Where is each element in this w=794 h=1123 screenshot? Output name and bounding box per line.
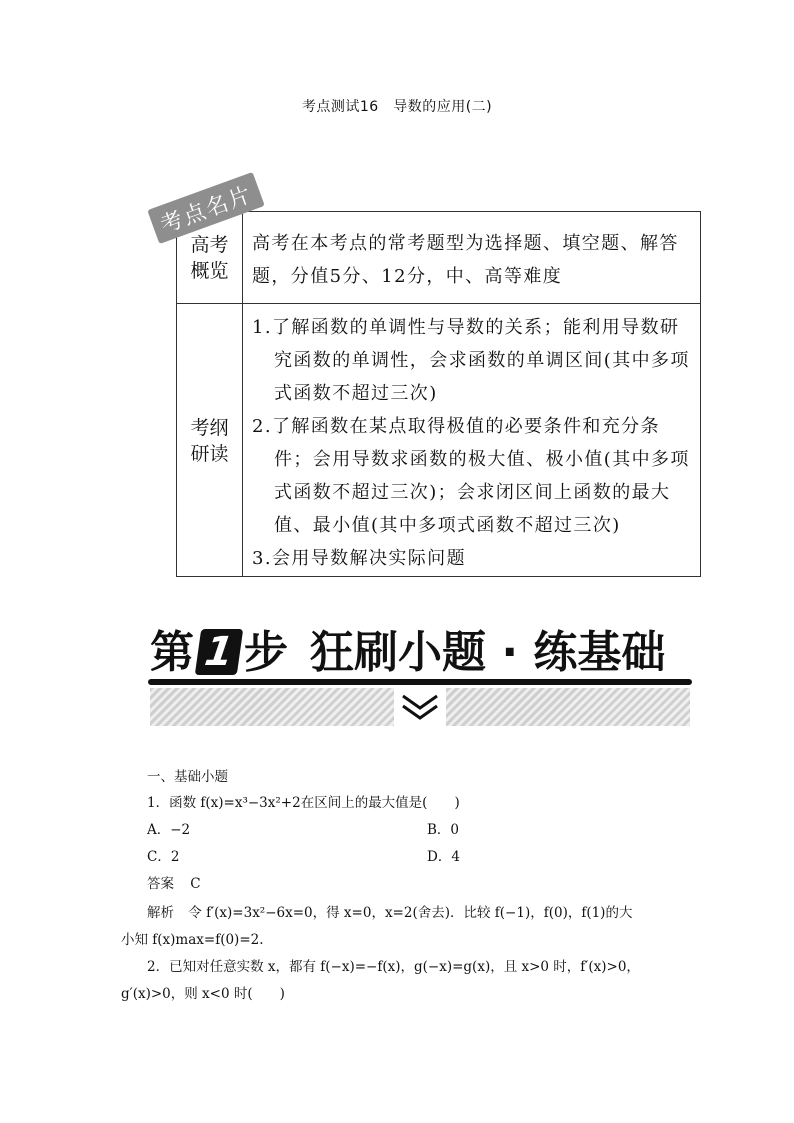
banner-rule — [148, 679, 692, 685]
syllabus-item: 2.了解函数在某点取得极值的必要条件和充分条件；会用导数求函数的极大值、极小值(其中多项式函数不超过三次)；会求闭区间上函数的最大值、最小值(其中多项式函数不超过三次) — [252, 416, 690, 536]
overview-text: 高考在本考点的常考题型为选择题、填空题、解答题，分值5分、12分，中、高等难度 — [252, 233, 679, 287]
step-banner-title — [150, 624, 690, 682]
banner-suffix: 步 — [244, 627, 288, 678]
banner-prefix: 第 — [150, 627, 194, 678]
overview-row — [177, 212, 700, 304]
syllabus-item: 3.会用导数解决实际问题 — [252, 548, 466, 569]
syllabus-row — [177, 304, 700, 577]
exam-overview-table — [176, 211, 701, 577]
answer-label: 答案 — [147, 876, 174, 892]
syllabus-list — [252, 311, 696, 575]
analysis-text: 令 f′(x)=3x²−6x=0，得 x=0，x=2(舍去)．比较 f(−1)，f(0)，f(1)的大 — [188, 905, 633, 921]
q1-analysis-line2: 小知 f(x)max=f(0)=2. — [121, 932, 264, 948]
step-number-badge: 1 — [195, 629, 243, 675]
q2-stem-line2: g′(x)>0，则 x<0 时( ) — [121, 986, 285, 1002]
answer-value: C — [190, 876, 201, 892]
q1-analysis-line1 — [147, 903, 632, 923]
q1-stem-text: 1．函数 f(x)=x³−3x²+2在区间上的最大值是( ) — [147, 795, 460, 811]
q1-option-c: C．2 — [147, 849, 180, 865]
syllabus-header — [177, 304, 243, 577]
topic-stamp: 考点名片 — [147, 172, 265, 244]
overview-header-line1: 高考 — [190, 233, 229, 256]
analysis-label: 解析 — [147, 905, 174, 921]
syllabus-header-line2: 研读 — [190, 442, 229, 465]
banner-title-text: 狂刷小题 · 练基础 — [310, 627, 666, 678]
q1-option-d: D．4 — [427, 849, 460, 865]
q1-option-a: A．−2 — [147, 822, 191, 838]
syllabus-item: 1.了解函数的单调性与导数的关系；能利用导数研究函数的单调性，会求函数的单调区间(其中多项式函数不超过三次) — [252, 317, 690, 404]
overview-header-line2: 概览 — [190, 259, 229, 282]
q1-stem — [147, 793, 460, 813]
syllabus-header-line1: 考纲 — [190, 416, 229, 439]
double-chevron-down-icon — [394, 688, 446, 726]
q1-option-b: B．0 — [427, 822, 460, 838]
q2-stem-line1: 2．已知对任意实数 x，都有 f(−x)=−f(x)，g(−x)=g(x)，且 x>0 时，f′(x)>0， — [147, 959, 640, 975]
q1-answer — [147, 874, 201, 894]
section-heading: 一、基础小题 — [147, 769, 228, 785]
page-title: 考点测试16 导数的应用(二) — [301, 99, 493, 115]
